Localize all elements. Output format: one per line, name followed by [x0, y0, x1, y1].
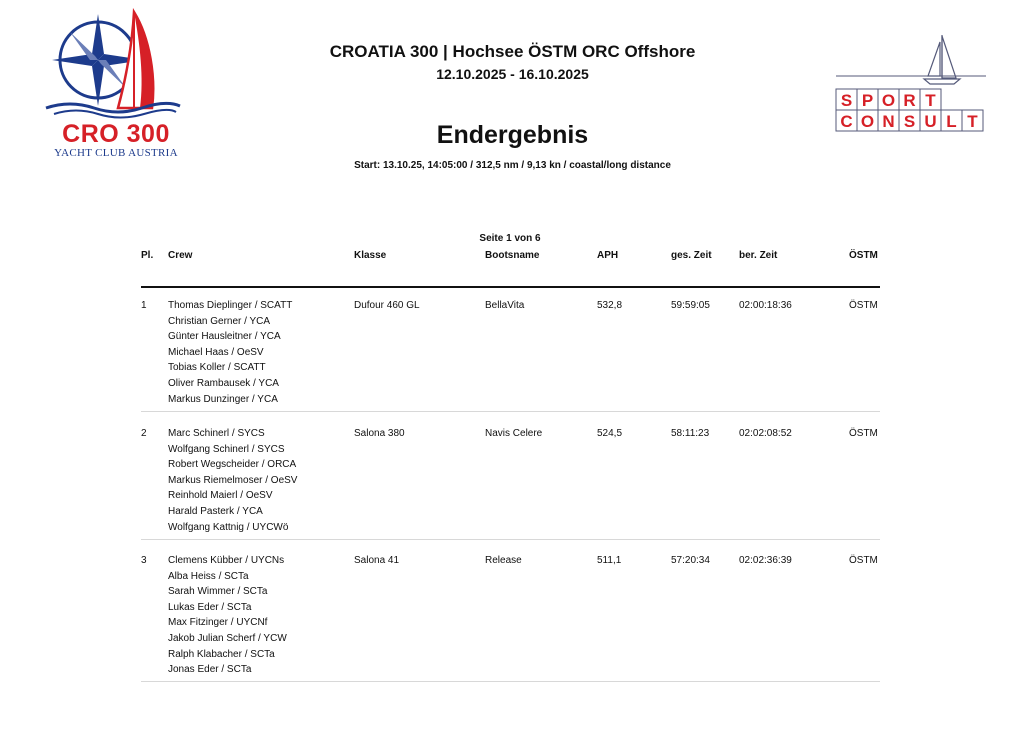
row-divider: [141, 681, 880, 682]
row-ostm: ÖSTM: [849, 428, 878, 439]
row-ber-zeit: 02:02:36:39: [739, 555, 792, 566]
column-header-aph: APH: [597, 250, 619, 261]
header-divider: [141, 286, 880, 288]
crew-member: Tobias Koller / SCATT: [168, 362, 266, 374]
crew-member: Ralph Klabacher / SCTa: [168, 648, 275, 660]
row-aph: 524,5: [597, 428, 623, 439]
column-header-ges-zeit: ges. Zeit: [671, 250, 712, 261]
logo-letter: T: [967, 112, 978, 131]
logo-letter: R: [903, 91, 916, 110]
crew-member: Lukas Eder / SCTa: [168, 601, 252, 613]
sailboat-logo-icon: [832, 32, 990, 132]
sport-consult-logo: [832, 32, 990, 132]
row-bootsname: Navis Celere: [485, 428, 543, 439]
row-divider: [141, 411, 880, 412]
row-place: 2: [141, 428, 147, 439]
crew-member: Wolfgang Kattnig / UYCWö: [168, 521, 289, 533]
row-ges-zeit: 58:11:23: [671, 428, 710, 439]
crew-member: Alba Heiss / SCTa: [168, 570, 249, 582]
logo-letter: P: [861, 91, 874, 110]
logo-letter: U: [924, 112, 937, 131]
logo-letter: S: [840, 91, 853, 110]
crew-member: Christian Gerner / YCA: [168, 315, 271, 327]
start-info: Start: 13.10.25, 14:05:00 / 312,5 nm / 9,13 kn / coastal/long distance: [354, 160, 671, 171]
crew-member: Wolfgang Schinerl / SYCS: [168, 443, 285, 455]
crew-member: Marc Schinerl / SYCS: [168, 428, 265, 439]
column-header-bootsname: Bootsname: [485, 250, 540, 261]
row-aph: 511,1: [597, 555, 622, 566]
crew-member: Michael Haas / OeSV: [168, 346, 264, 358]
column-header-ostm: ÖSTM: [849, 250, 878, 261]
column-header-klasse: Klasse: [354, 250, 387, 261]
logo-letter: O: [860, 112, 875, 131]
row-crew: [168, 298, 292, 407]
row-ostm: ÖSTM: [849, 300, 878, 311]
row-ber-zeit: 02:00:18:36: [739, 300, 792, 311]
crew-member: Max Fitzinger / UYCNf: [168, 617, 268, 629]
row-ges-zeit: 57:20:34: [671, 555, 710, 566]
crew-member: Sarah Wimmer / SCTa: [168, 586, 268, 598]
cro300-logo-title: CRO 300: [62, 120, 170, 148]
logo-letter: T: [925, 91, 936, 110]
row-klasse: Salona 41: [354, 555, 400, 566]
result-title: Endergebnis: [436, 121, 589, 149]
row-klasse: Dufour 460 GL: [354, 300, 420, 311]
page-indicator: Seite 1 von 6: [479, 233, 541, 244]
cro300-logo: [40, 8, 185, 158]
crew-member: Jakob Julian Scherf / YCW: [168, 632, 287, 644]
crew-member: Harald Pasterk / YCA: [168, 505, 263, 517]
crew-member: Markus Dunzinger / YCA: [168, 393, 278, 405]
logo-letter: C: [840, 112, 853, 131]
logo-letter: O: [881, 91, 896, 110]
crew-member: Jonas Eder / SCTa: [168, 664, 252, 676]
crew-member: Günter Hausleitner / YCA: [168, 331, 281, 343]
crew-member: Reinhold Maierl / OeSV: [168, 490, 273, 502]
logo-letter: L: [946, 112, 957, 131]
column-header-ber-zeit: ber. Zeit: [739, 250, 778, 261]
row-bootsname: BellaVita: [485, 300, 525, 311]
crew-member: Robert Wegscheider / ORCA: [168, 459, 297, 471]
row-ostm: ÖSTM: [849, 555, 878, 566]
crew-member: Oliver Rambausek / YCA: [168, 377, 279, 389]
crew-member: Markus Riemelmoser / OeSV: [168, 474, 298, 486]
row-bootsname: Release: [485, 555, 522, 566]
row-ber-zeit: 02:02:08:52: [739, 428, 792, 439]
column-header-crew: Crew: [168, 250, 193, 261]
regatta-title: CROATIA 300 | Hochsee ÖSTM ORC Offshore: [329, 42, 696, 61]
cro300-logo-subtitle: YACHT CLUB AUSTRIA: [54, 147, 178, 159]
compass-sail-logo-icon: [40, 8, 185, 120]
row-ges-zeit: 59:59:05: [671, 300, 710, 311]
logo-letter: N: [882, 112, 895, 131]
column-header-pl: Pl.: [141, 250, 154, 261]
row-divider: [141, 539, 880, 540]
row-place: 3: [141, 555, 147, 566]
logo-letter: S: [903, 112, 916, 131]
crew-member: Clemens Kübber / UYCNs: [168, 555, 285, 566]
regatta-dates: 12.10.2025 - 16.10.2025: [436, 66, 589, 82]
crew-member: Thomas Dieplinger / SCATT: [168, 300, 293, 311]
row-aph: 532,8: [597, 300, 623, 311]
row-crew: [168, 426, 297, 535]
row-klasse: Salona 380: [354, 428, 405, 439]
row-crew: [168, 553, 287, 678]
row-place: 1: [141, 300, 147, 311]
